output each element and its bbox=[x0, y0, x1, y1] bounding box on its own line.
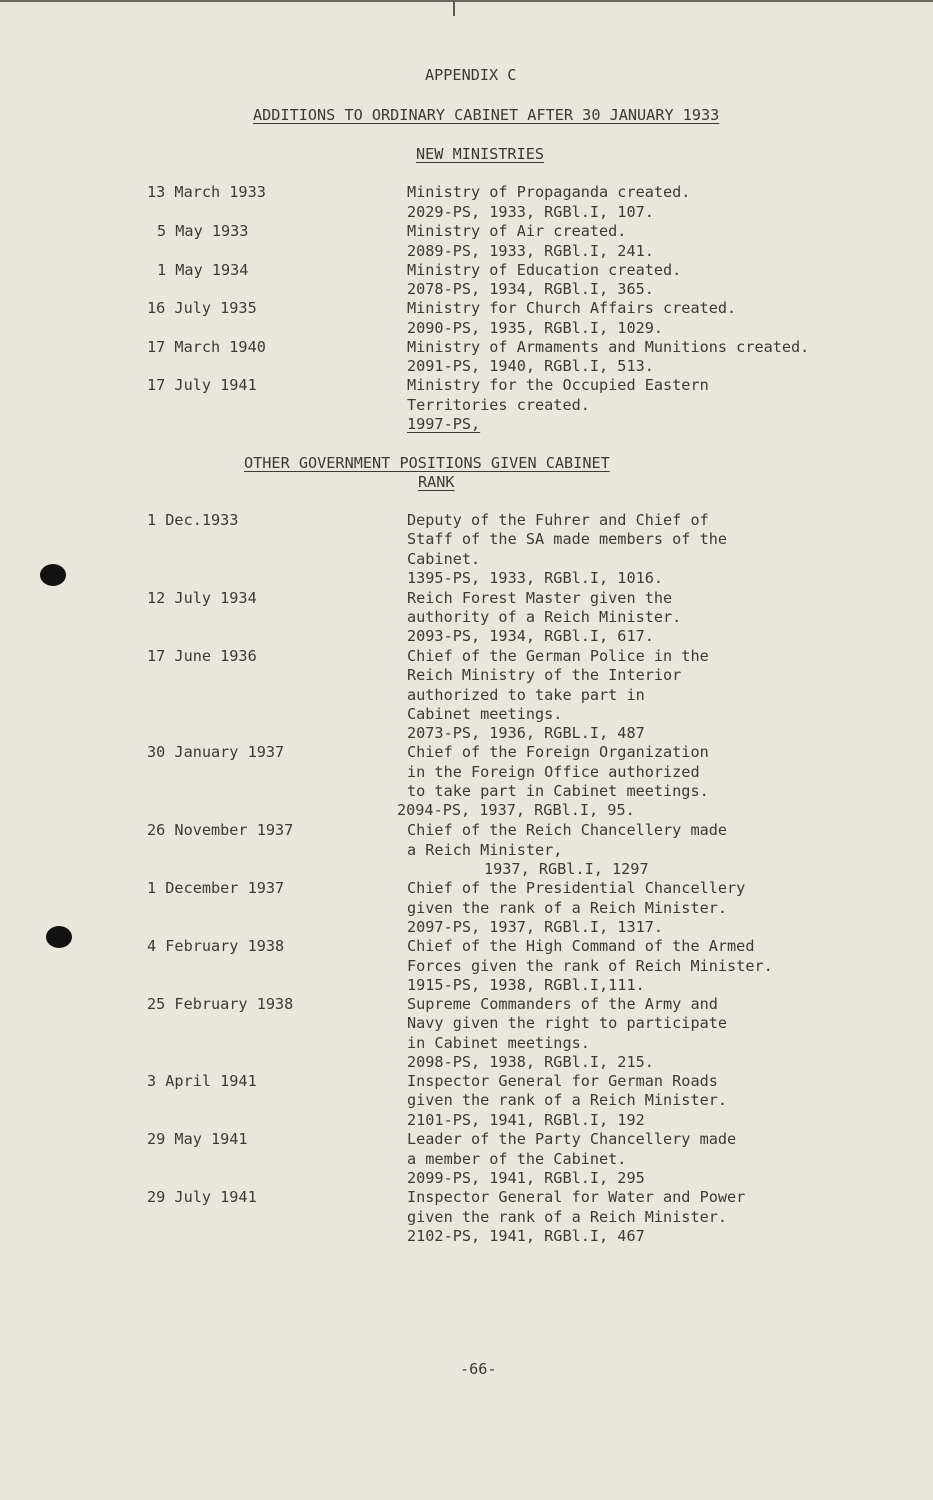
entry-date: 29 May 1941 bbox=[147, 1130, 248, 1148]
entry-text: Ministry of Propaganda created. bbox=[407, 183, 691, 201]
entry-text: Chief of the German Police in the bbox=[407, 647, 709, 665]
punch-hole bbox=[46, 926, 72, 948]
entry-text: given the rank of a Reich Minister. bbox=[407, 1208, 728, 1226]
entry-date: 16 July 1935 bbox=[147, 299, 257, 317]
entry-text: Deputy of the Fuhrer and Chief of bbox=[407, 511, 709, 529]
entry-citation: 2094-PS, 1937, RGBl.I, 95. bbox=[397, 801, 635, 819]
top-border bbox=[0, 0, 933, 2]
entry-text: Cabinet meetings. bbox=[407, 705, 563, 723]
entry-date: 12 July 1934 bbox=[147, 589, 257, 607]
page-number: -66- bbox=[460, 1360, 497, 1378]
entry-date: 13 March 1933 bbox=[147, 183, 266, 201]
entry-text: in the Foreign Office authorized bbox=[407, 763, 700, 781]
entry-text: to take part in Cabinet meetings. bbox=[407, 782, 709, 800]
entry-text: in Cabinet meetings. bbox=[407, 1034, 590, 1052]
entry-text: Ministry for the Occupied Eastern bbox=[407, 376, 709, 394]
entry-text: given the rank of a Reich Minister. bbox=[407, 899, 728, 917]
entry-text: authorized to take part in bbox=[407, 686, 645, 704]
entry-text: a member of the Cabinet. bbox=[407, 1150, 627, 1168]
entry-text: Territories created. bbox=[407, 396, 590, 414]
entry-date: 1 May 1934 bbox=[157, 261, 249, 279]
punch-hole bbox=[40, 564, 66, 586]
entry-text: Staff of the SA made members of the bbox=[407, 530, 728, 548]
entry-citation: 2098-PS, 1938, RGBl.I, 215. bbox=[407, 1053, 654, 1071]
entry-citation: 2099-PS, 1941, RGBl.I, 295 bbox=[407, 1169, 645, 1187]
section-heading-new-ministries: NEW MINISTRIES bbox=[416, 145, 545, 163]
entry-date: 17 March 1940 bbox=[147, 338, 266, 356]
entry-date: 3 April 1941 bbox=[147, 1072, 257, 1090]
entry-text: Ministry for Church Affairs created. bbox=[407, 299, 737, 317]
entry-date: 30 January 1937 bbox=[147, 743, 285, 761]
document-title: ADDITIONS TO ORDINARY CABINET AFTER 30 JANUARY 1933 bbox=[253, 106, 720, 124]
entry-citation: 2093-PS, 1934, RGBl.I, 617. bbox=[407, 627, 654, 645]
entry-date: 1 Dec.1933 bbox=[147, 511, 239, 529]
entry-text: Chief of the Reich Chancellery made bbox=[407, 821, 728, 839]
entry-date: 29 July 1941 bbox=[147, 1188, 257, 1206]
entry-text: Chief of the Presidential Chancellery bbox=[407, 879, 746, 897]
entry-citation: 1395-PS, 1933, RGBl.I, 1016. bbox=[407, 569, 664, 587]
entry-citation: 2091-PS, 1940, RGBl.I, 513. bbox=[407, 357, 654, 375]
entry-citation: 1915-PS, 1938, RGBl.I,111. bbox=[407, 976, 645, 994]
entry-citation: 2090-PS, 1935, RGBl.I, 1029. bbox=[407, 319, 664, 337]
entry-text: Reich Ministry of the Interior bbox=[407, 666, 682, 684]
entry-text: Inspector General for Water and Power bbox=[407, 1188, 746, 1206]
entry-date: 17 July 1941 bbox=[147, 376, 257, 394]
entry-citation: 1937, RGBl.I, 1297 bbox=[484, 860, 649, 878]
entry-citation: 2078-PS, 1934, RGBl.I, 365. bbox=[407, 280, 654, 298]
entry-date: 1 December 1937 bbox=[147, 879, 285, 897]
entry-date: 5 May 1933 bbox=[157, 222, 249, 240]
entry-text: Ministry of Education created. bbox=[407, 261, 682, 279]
entry-text: Navy given the right to participate bbox=[407, 1014, 728, 1032]
entry-text: Ministry of Armaments and Munitions created. bbox=[407, 338, 810, 356]
entry-date: 17 June 1936 bbox=[147, 647, 257, 665]
entry-text: Chief of the High Command of the Armed bbox=[407, 937, 755, 955]
entry-citation: 2089-PS, 1933, RGBl.I, 241. bbox=[407, 242, 654, 260]
entry-text: Inspector General for German Roads bbox=[407, 1072, 718, 1090]
entry-citation: 2029-PS, 1933, RGBl.I, 107. bbox=[407, 203, 654, 221]
entry-citation: 2073-PS, 1936, RGBL.I, 487 bbox=[407, 724, 645, 742]
entry-text: authority of a Reich Minister. bbox=[407, 608, 682, 626]
entry-citation: 1997-PS, bbox=[407, 415, 481, 433]
entry-text: Leader of the Party Chancellery made bbox=[407, 1130, 737, 1148]
entry-citation: 2102-PS, 1941, RGBl.I, 467 bbox=[407, 1227, 645, 1245]
appendix-heading: APPENDIX C bbox=[425, 66, 517, 84]
entry-text: Reich Forest Master given the bbox=[407, 589, 673, 607]
section-heading-rank: RANK bbox=[418, 473, 455, 491]
entry-date: 25 February 1938 bbox=[147, 995, 294, 1013]
entry-text: Chief of the Foreign Organization bbox=[407, 743, 709, 761]
entry-text: Ministry of Air created. bbox=[407, 222, 627, 240]
entry-date: 4 February 1938 bbox=[147, 937, 285, 955]
entry-text: given the rank of a Reich Minister. bbox=[407, 1091, 728, 1109]
entry-text: Cabinet. bbox=[407, 550, 481, 568]
entry-text: Forces given the rank of Reich Minister. bbox=[407, 957, 773, 975]
section-heading-other-positions: OTHER GOVERNMENT POSITIONS GIVEN CABINET bbox=[244, 454, 610, 472]
entry-date: 26 November 1937 bbox=[147, 821, 294, 839]
entry-text: a Reich Minister, bbox=[407, 841, 563, 859]
entry-text: Supreme Commanders of the Army and bbox=[407, 995, 718, 1013]
entry-citation: 2097-PS, 1937, RGBl.I, 1317. bbox=[407, 918, 664, 936]
staple-mark bbox=[453, 2, 455, 16]
entry-citation: 2101-PS, 1941, RGBl.I, 192 bbox=[407, 1111, 645, 1129]
